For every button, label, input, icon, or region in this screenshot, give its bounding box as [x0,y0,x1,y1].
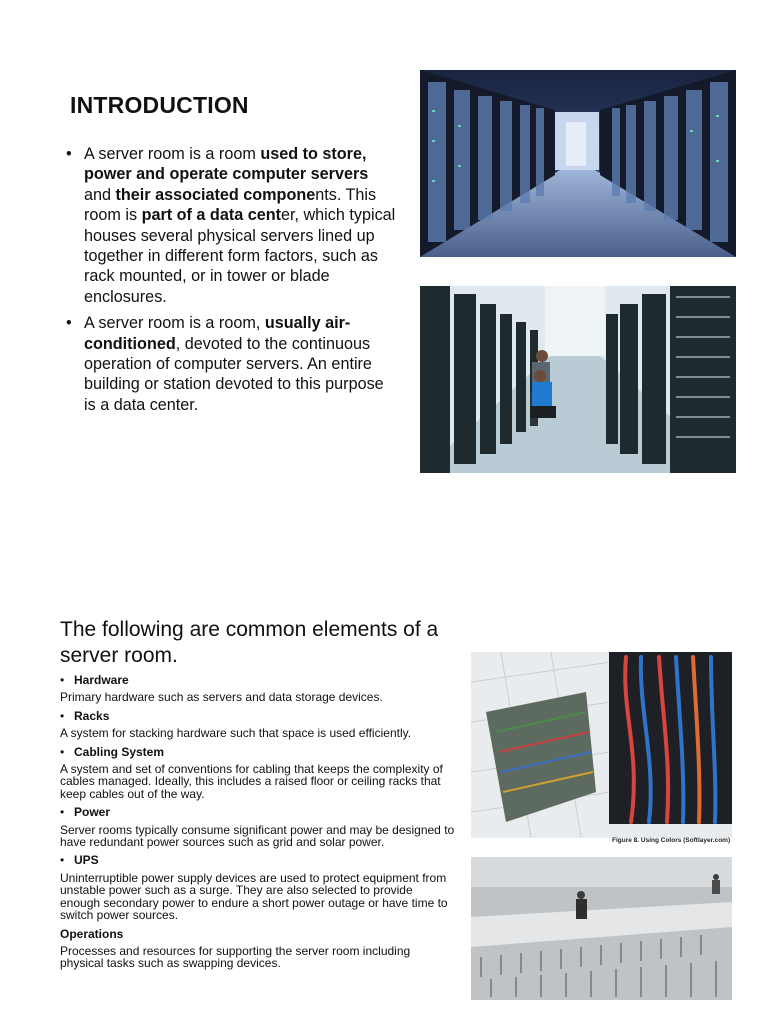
technicians-server-room-image [420,286,736,473]
element-description: A system and set of conventions for cabling that keeps the complexity of cables managed. Ideally, this includes a raised floor or ceiling racks that keep cables out of the way. [60,762,443,801]
intro-bullet [66,144,396,307]
element-title-text: UPS [74,853,99,868]
emphasis-text: used to store, power and operate computer servers [84,145,369,184]
element-title [60,806,455,818]
intro-bullet-list [66,144,396,421]
element-description: Processes and resources for supporting the server room including physical tasks such as swapping devices. [60,943,411,971]
element-title [60,674,455,686]
element-title-text: Cabling System [74,744,165,759]
bullet-dot: • [60,805,65,820]
figure-caption: Figure 8. Using Colors (Softlayer.com) [612,837,731,844]
bullet-dot: • [60,673,65,687]
element-title-text: Racks [74,708,110,723]
emphasis-text: their associated compone [115,185,316,204]
bullet-dot: • [60,744,65,759]
emphasis-text: usually air-conditioned [84,314,351,353]
intro-title: INTRODUCTION [70,92,249,118]
server-corridor-image [420,70,736,257]
bullet-dot: • [60,708,65,723]
intro-bullet [66,313,396,415]
element-title [60,746,455,758]
bullet-dot: • [60,853,65,868]
body-text: nts. This room is [84,185,377,225]
elements-heading: The following are common elements of a server room. [60,618,439,667]
raised-floor-cables-image [471,652,732,838]
body-text: A server room is a room [84,145,261,163]
element-description: Server rooms typically consume significant power and may be designed to have redundant power sources such as grid and solar power. [60,822,455,850]
element-title [60,710,455,722]
emphasis-text: part of a data cent [141,206,281,225]
element-title [60,854,455,866]
element-title-text: Hardware [74,673,129,687]
body-text: A server room is a room, [84,314,265,333]
element-title [60,928,455,940]
element-description: Uninterruptible power supply devices are used to protect equipment from unstable power such as a surge. They are also selected to provide enough secondary power to endure a short power outage or have time to switch power sources. [60,870,448,923]
element-title-text: Operations [60,926,124,941]
element-description: Primary hardware such as servers and data storage devices. [60,690,383,705]
body-text: er, which typical houses several physical servers lined up together in different form factors, such as rack mounted, or in tower or blade enclosures. [84,206,396,306]
element-title-text: Power [74,805,111,820]
body-text: , devoted to the continuous operation of computer servers. An entire building or station devoted to this purpose is a data center. [84,334,384,414]
element-description: A system for stacking hardware such that space is used efficiently. [60,726,412,741]
body-text: and [84,185,116,204]
raised-floor-installation-image [471,857,732,1000]
server-room-elements-list [60,668,455,976]
bullet-dot: • [66,145,72,163]
bullet-dot: • [66,314,72,333]
